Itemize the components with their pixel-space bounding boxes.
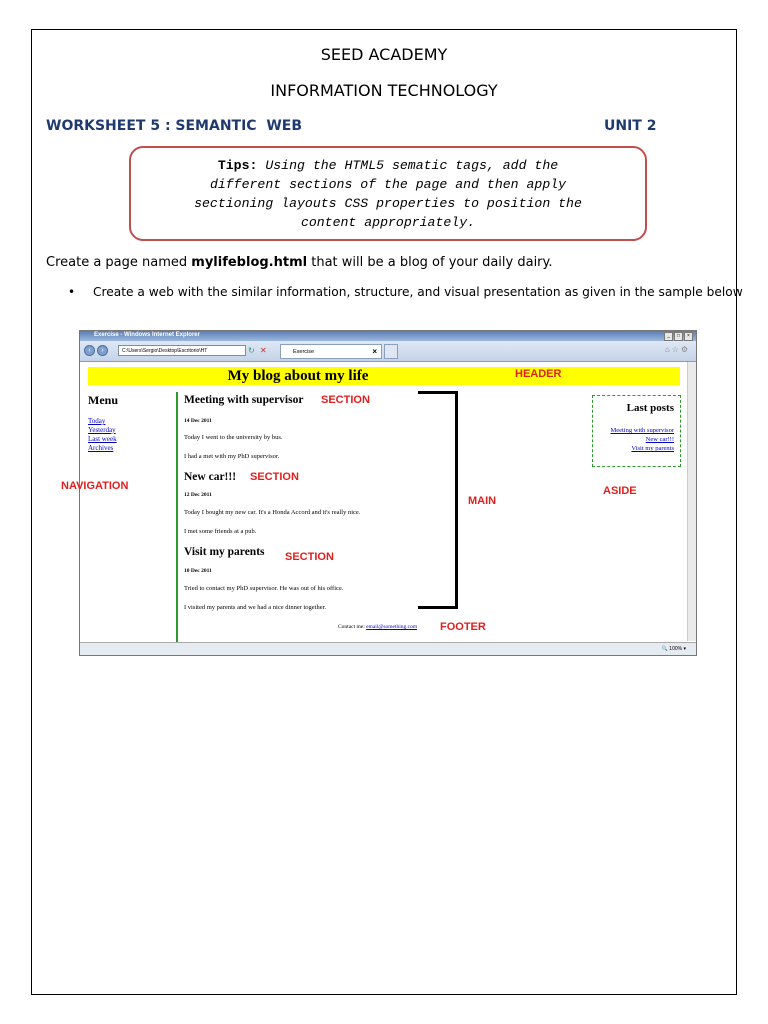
tab-label: Exercise (293, 349, 315, 355)
subject-title: INFORMATION TECHNOLOGY (270, 81, 498, 100)
main-bracket (418, 391, 458, 609)
bullet-icon: • (68, 285, 76, 299)
post-date: 14 Dec 2011 (184, 418, 212, 424)
post-date: 10 Dec 2011 (184, 568, 212, 574)
blog-nav-item: Yesterday (88, 426, 116, 434)
post-line: Today I bought my new car. It's a Honda Accord and it's really nice. (184, 509, 361, 516)
footer-label: Contact me: (338, 624, 367, 630)
window-controls (663, 332, 693, 341)
zoom-value: 100% (669, 646, 683, 652)
browser-window-title: Exercise - Windows Internet Explorer (94, 332, 200, 338)
zoom-level: 🔍 100% ▾ (661, 646, 686, 652)
blog-aside (592, 395, 681, 467)
blog-header-title: My blog about my life (227, 368, 369, 384)
post-line: I had a met with my PhD supervisor. (184, 453, 280, 460)
address-bar: C:\Users\Sergio\Desktop\Escritorio\HT (118, 345, 246, 356)
home-star-gear-icons: ⌂☆⚙ (664, 345, 690, 354)
tips-text-1: Using the HTML5 sematic tags, add the (257, 158, 559, 173)
annotation-navigation: NAVIGATION (61, 480, 129, 492)
browser-titlebar (80, 331, 696, 341)
aside-links (610, 426, 674, 453)
tips-label: Tips: (217, 158, 258, 173)
minimize-icon: _ (664, 332, 673, 341)
instruction-post: that will be a blog of your daily dairy. (307, 255, 553, 270)
browser-viewport (80, 362, 688, 641)
school-name: SEED ACADEMY (320, 45, 448, 64)
post-line: I met some friends at a pub. (184, 528, 257, 535)
vertical-scrollbar (687, 362, 696, 641)
tips-text-4: content appropriately. (300, 215, 476, 230)
post-title: Meeting with supervisor (184, 394, 304, 406)
refresh-icon: ↻ (248, 346, 255, 355)
post-line: I visited my parents and we had a nice dinner together. (184, 604, 327, 611)
blog-nav-item: Today (88, 417, 106, 425)
tips-box (129, 146, 647, 241)
post-line: Tried to contact my PhD supervisor. He was out of his office. (184, 585, 344, 592)
blog-nav (88, 417, 117, 453)
post-line: Today I went to the university by bus. (184, 434, 283, 441)
annotation-header: HEADER (515, 368, 562, 380)
post-title: Visit my parents (184, 546, 265, 558)
annotation-footer: FOOTER (440, 621, 486, 633)
aside-heading: Last posts (626, 402, 674, 414)
browser-statusbar (80, 642, 696, 655)
post-date: 12 Dec 2011 (184, 492, 212, 498)
instruction (46, 255, 553, 270)
new-tab-button (384, 344, 398, 359)
aside-link: New car!!! (645, 436, 674, 443)
annotation-main: MAIN (468, 495, 497, 507)
annotation-section: SECTION (250, 471, 299, 483)
annotation-section: SECTION (285, 551, 334, 563)
instruction-pre: Create a page named (46, 255, 192, 270)
forward-icon: › (97, 345, 108, 356)
annotation-section: SECTION (321, 394, 370, 406)
worksheet-title: WORKSHEET 5 : SEMANTIC WEB (46, 118, 302, 134)
blog-header (88, 367, 680, 385)
browser-tab (280, 344, 382, 359)
back-icon: ‹ (84, 345, 95, 356)
close-icon: × (684, 332, 693, 341)
footer-email-link: email@something.com (366, 624, 418, 630)
blog-nav-item: Last week (88, 435, 117, 443)
aside-link: Visit my parents (631, 445, 674, 452)
bullet-text: Create a web with the similar information, structure, and visual presentation as given in the sample below (93, 285, 743, 299)
unit-label: UNIT 2 (604, 118, 657, 134)
maximize-icon: □ (674, 332, 683, 341)
blog-nav-item: Archives (88, 444, 114, 452)
blog-main (176, 392, 438, 644)
aside-link: Meeting with supervisor (610, 427, 674, 434)
blog-menu-heading: Menu (88, 393, 118, 407)
tab-close-icon: × (372, 347, 377, 356)
browser-toolbar (80, 341, 696, 362)
post-title: New car!!! (184, 471, 237, 483)
stop-icon: ✕ (260, 346, 267, 355)
tips-text-3: sectioning layouts CSS properties to position the (194, 196, 582, 211)
instruction-filename: mylifeblog.html (191, 255, 308, 270)
tips-text-2: different sections of the page and then apply (209, 177, 567, 192)
annotation-aside: ASIDE (603, 485, 637, 497)
blog-footer (338, 624, 417, 630)
